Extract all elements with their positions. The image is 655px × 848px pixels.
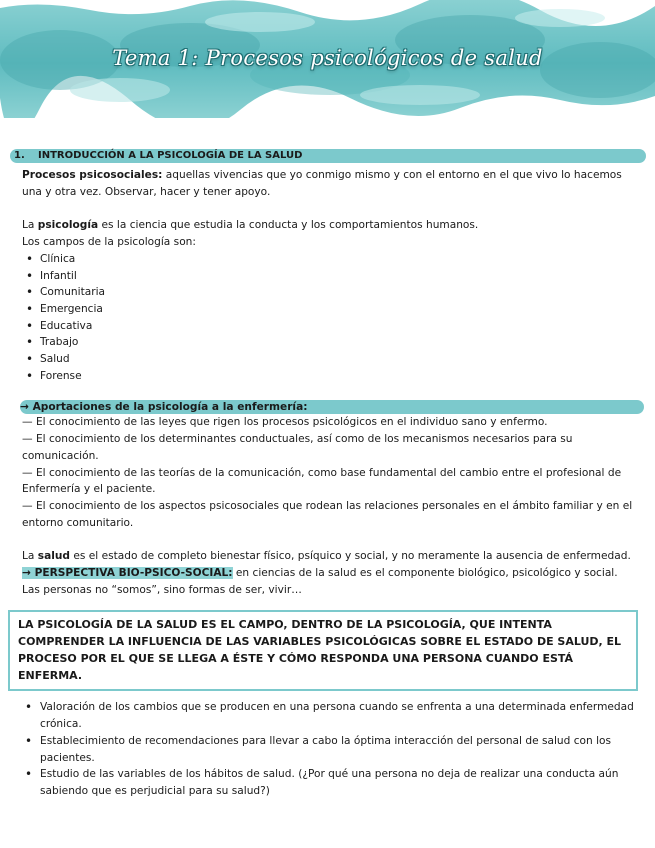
psicologia-paragraph (22, 217, 640, 234)
text-fragment: La (22, 550, 38, 563)
page-title: Tema 1: Procesos psicológicos de salud (112, 46, 543, 70)
text-fragment: es la ciencia que estudia la conducta y los comportamientos humanos. (98, 219, 479, 232)
definition-box: LA PSICOLOGÍA DE LA SALUD ES EL CAMPO, DENTRO DE LA PSICOLOGÍA, QUE INTENTA COMPRENDER LA INFLUENCIA DE LAS VARIABLES PSICOLÓGICAS SOBRE EL ESTADO DE SALUD, EL PROCESO POR EL QUE SE LLEGA A ÉSTE Y CÓMO RESPONDA UNA PERSONA CUANDO ESTÁ ENFERMA. (8, 610, 638, 691)
list-item: • Establecimiento de recomendaciones para llevar a cabo la óptima interacción del personal de salud con los pacientes. (22, 733, 640, 766)
list-item: • Emergencia (22, 301, 640, 318)
aportacion-item: — El conocimiento de las teorías de la comunicación, como base fundamental del cambio entre el profesional de Enfermería y el paciente. (22, 466, 622, 496)
list-item: • Valoración de los cambios que se producen en una persona cuando se enfrenta a una determinada enfermedad crónica. (22, 699, 640, 732)
personas-paragraph: Las personas no “somos”, sino formas de ser, vivir… (22, 583, 302, 596)
psicosociales-paragraph (22, 167, 640, 200)
section-number: 1. (14, 150, 25, 161)
campos-intro: Los campos de la psicología son: (22, 236, 196, 249)
term-psicosociales: Procesos psicosociales: (22, 169, 163, 181)
salud-paragraph (22, 548, 640, 565)
list-item: • Comunitaria (22, 284, 640, 301)
list-item: • Forense (22, 368, 640, 385)
aportacion-item: — El conocimiento de los aspectos psicosociales que rodean las relaciones personales en el ámbito familiar y en el entorno comunitario. (22, 499, 633, 529)
aportacion-item: — El conocimiento de los determinantes conductuales, así como de los mecanismos necesarios para su comunicación. (22, 433, 573, 462)
watercolor-banner (0, 0, 655, 118)
list-item: • Educativa (22, 318, 640, 335)
list-item: • Infantil (22, 268, 640, 285)
list-item: • Clínica (22, 251, 640, 268)
section-title: INTRODUCCIÓN A LA PSICOLOGÍA DE LA SALUD (38, 150, 303, 161)
text-fragment: La (22, 219, 38, 232)
document-body (14, 149, 640, 800)
term-psicologia: psicología (37, 219, 99, 232)
term-salud: salud (37, 550, 70, 563)
section-heading (10, 149, 646, 163)
text-fragment: es el estado de completo bienestar físico, psíquico y social, y no meramente la ausencia de enfermedad. (69, 550, 631, 563)
aportaciones-heading: → Aportaciones de la psicología a la enfermería: (20, 400, 644, 414)
list-item: • Estudio de las variables de los hábitos de salud. (¿Por qué una persona no deja de realizar una conducta aún sabiendo que es perjudicial para su salud?) (22, 766, 640, 799)
psicosociales-text: aquellas vivencias que yo conmigo mismo y con el entorno en el que vivo lo hacemos una y otra vez. Observar, hacer y tener apoyo. (22, 169, 622, 198)
campos-list (22, 251, 640, 385)
list-item: • Salud (22, 351, 640, 368)
list-item: • Trabajo (22, 334, 640, 351)
perspectiva-highlight: → PERSPECTIVA BIO-PSICO-SOCIAL: (22, 567, 233, 580)
objectives-list (22, 699, 640, 799)
aportacion-item: — El conocimiento de las leyes que rigen los procesos psicológicos en el individuo sano y enfermo. (22, 416, 548, 429)
perspectiva-paragraph (22, 565, 640, 582)
text-fragment: en ciencias de la salud es el componente biológico, psicológico y social. (232, 567, 618, 580)
